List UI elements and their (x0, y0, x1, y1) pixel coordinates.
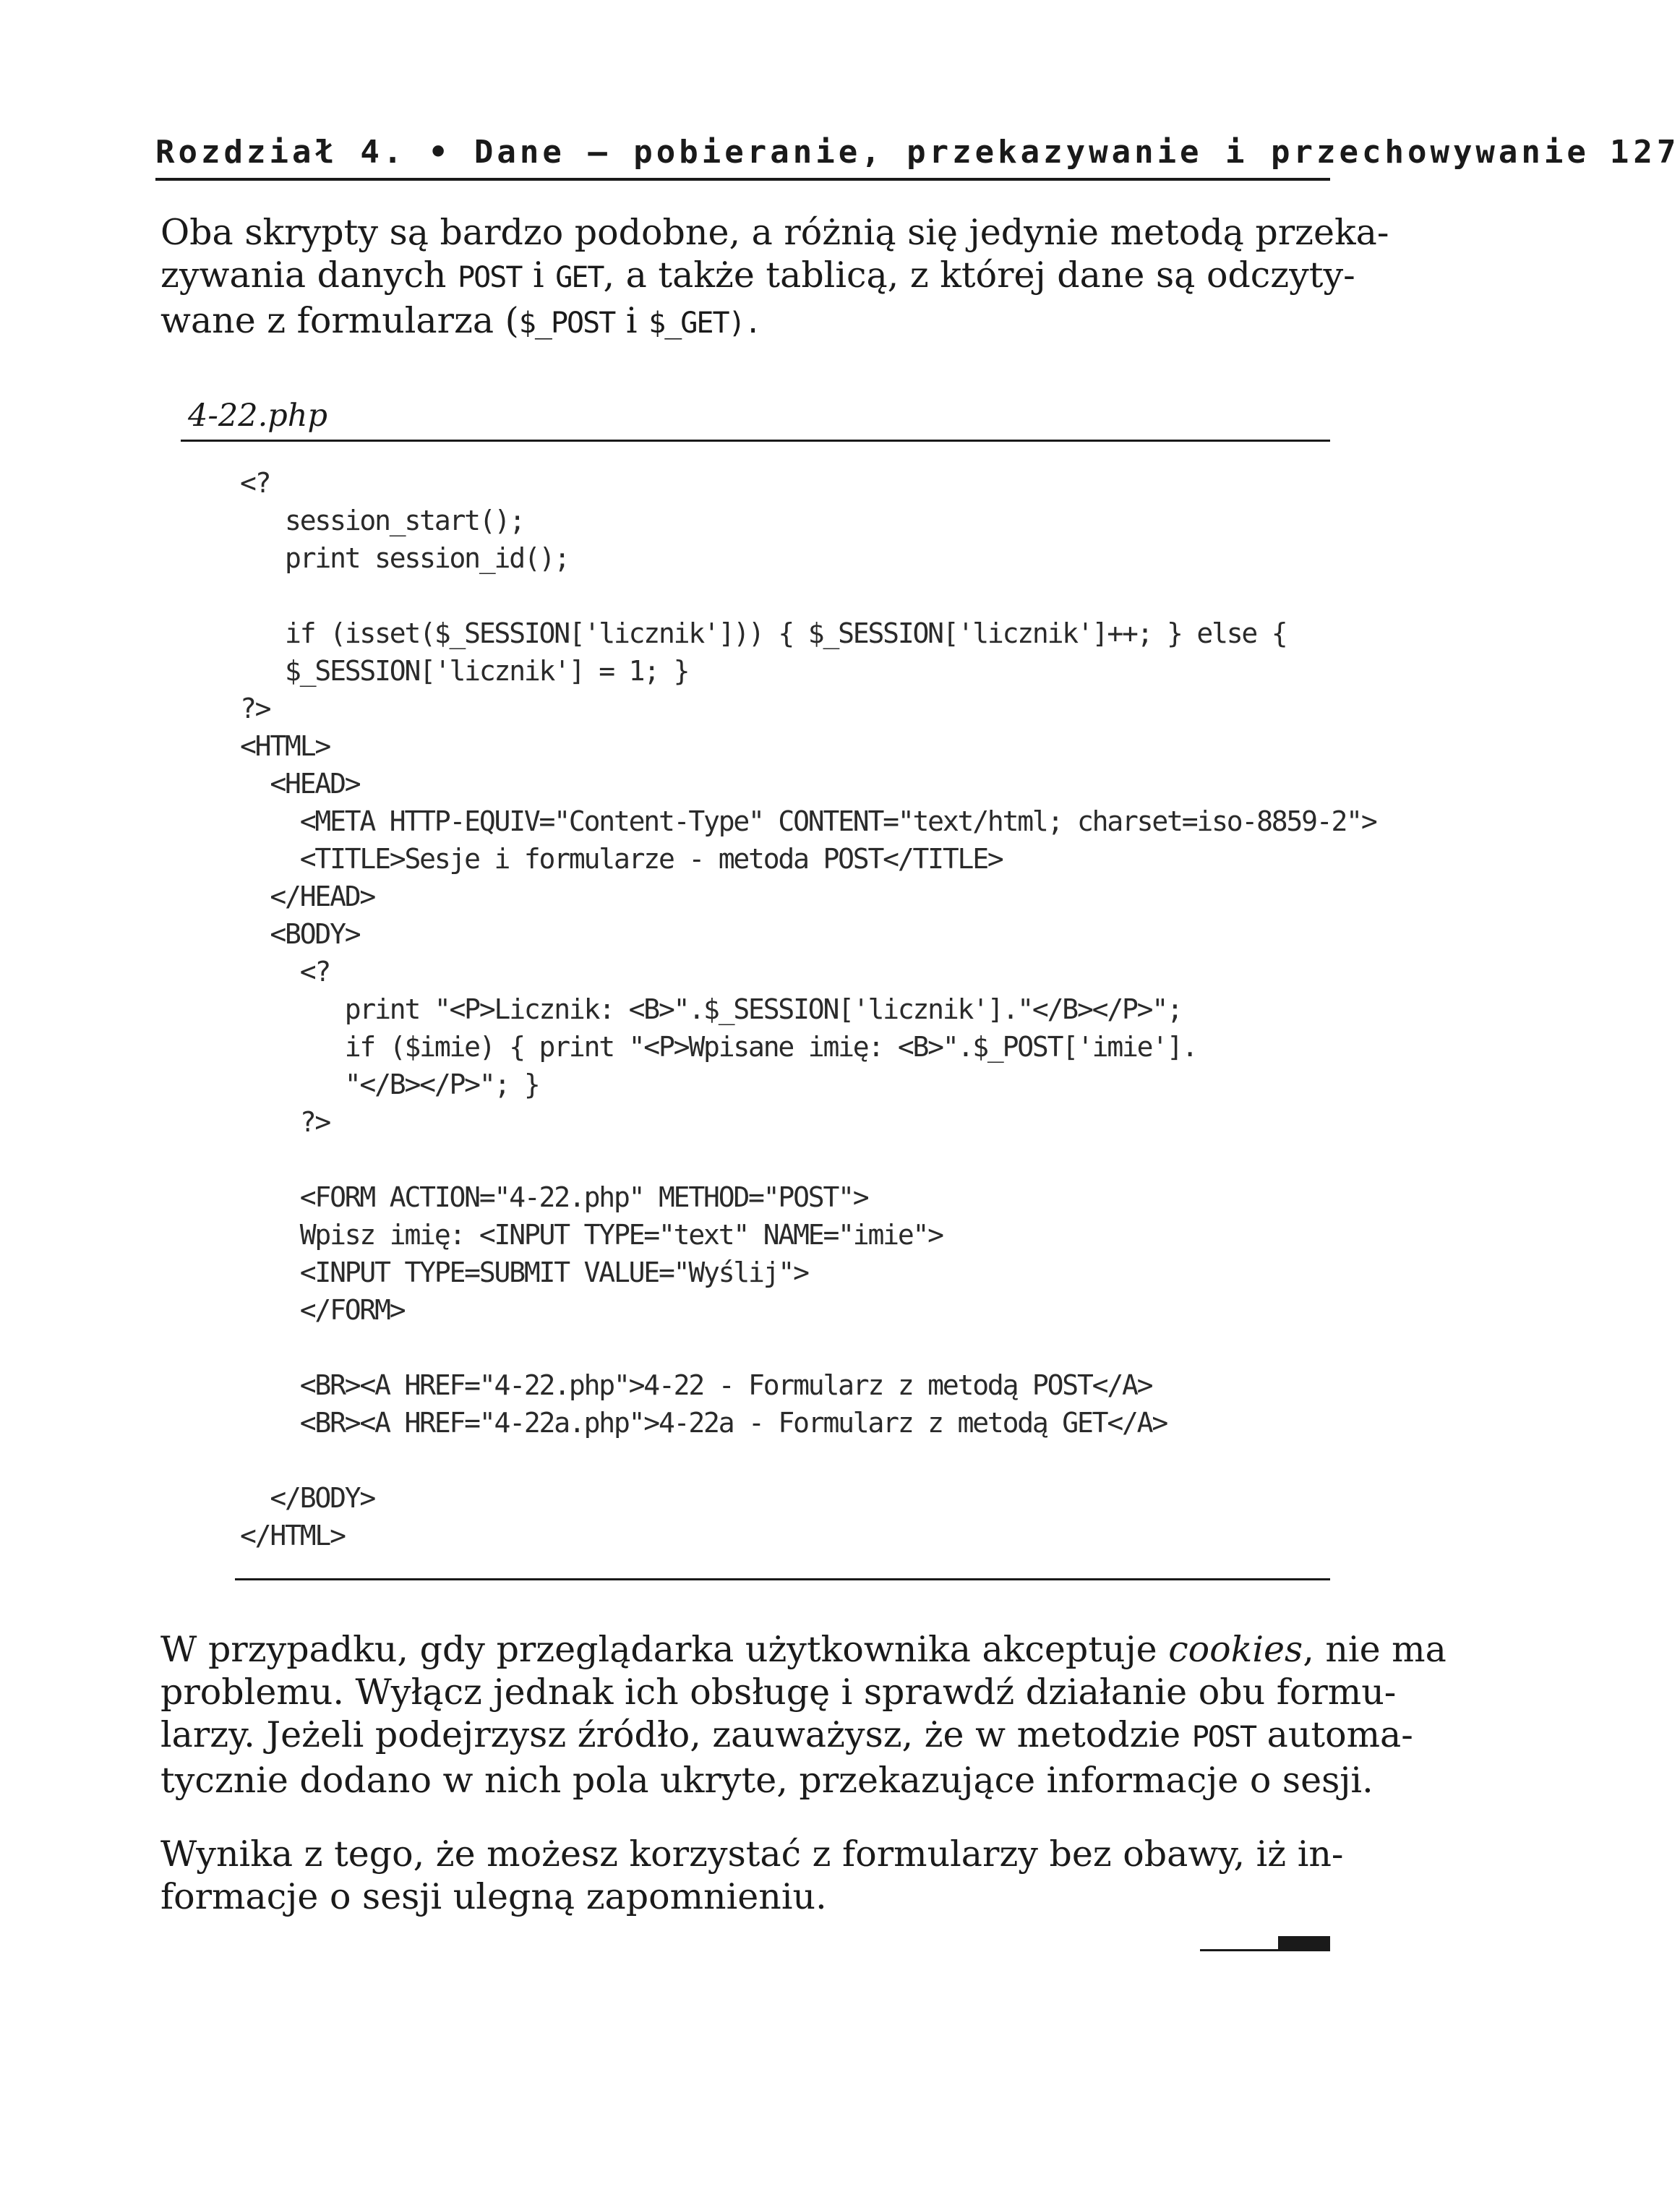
header-text (155, 134, 1680, 171)
code-line: </HTML> (240, 1520, 345, 1551)
code-line: ?> (240, 693, 270, 724)
text-span: W przypadku, gdy przeglądarka użytkownika akceptuje (160, 1629, 1169, 1670)
paragraph-cookies (160, 1628, 1447, 1802)
text-span: ). (728, 307, 760, 340)
code-line: <HEAD> (240, 768, 360, 800)
text-span: larzy. Jeżeli podejrzysz źródło, zauważysz, że w metodzie (160, 1714, 1192, 1755)
code-line: <INPUT TYPE=SUBMIT VALUE="Wyślij"> (240, 1257, 808, 1288)
text-span: i (614, 300, 649, 341)
text-span: zywania danych (160, 254, 458, 296)
text-span: Oba skrypty są bardzo podobne, a różnią się jedynie metodą przeka- (160, 212, 1389, 253)
listing-caption: 4-22.php (188, 398, 328, 434)
paragraph-line (160, 1759, 1373, 1802)
code-line: <BR><A HREF="4-22.php">4-22 - Formularz z metodą POST</A> (240, 1369, 1152, 1401)
paragraph-line (160, 254, 1355, 299)
paragraph-line (160, 211, 1389, 254)
code-line: "</B></P>"; } (240, 1069, 539, 1100)
text-span: Wynika z tego, że możesz korzystać z formularzy bez obawy, iż in- (160, 1833, 1344, 1875)
text-span: formacje o sesji ulegną zapomnieniu. (160, 1876, 827, 1917)
text-span: , a także tablicą, z której dane są odczyty- (603, 254, 1355, 296)
inline-code-post: POST (1191, 1721, 1256, 1754)
code-line: ?> (240, 1106, 330, 1138)
paragraph-line (160, 299, 1330, 345)
paragraph-line (160, 1833, 1344, 1875)
code-listing (240, 464, 1376, 1554)
inline-code-get-array: $_GET (648, 307, 729, 340)
text-span: problemu. Wyłącz jednak ich obsługę i sprawdź działanie obu formu- (160, 1672, 1397, 1713)
code-line: <TITLE>Sesje i formularze - metoda POST</TITLE> (240, 843, 1003, 875)
chapter-title: Rozdział 4. • Dane — pobieranie, przekazywanie i przechowywanie (155, 134, 1590, 171)
paragraph-intro (160, 211, 1389, 345)
paragraph-line (160, 1628, 1447, 1671)
code-line: print session_id(); (240, 542, 569, 574)
inline-code-post-array: $_POST (518, 307, 615, 340)
code-line: <FORM ACTION="4-22.php" METHOD="POST"> (240, 1181, 868, 1213)
code-line: Wpisz imię: <INPUT TYPE="text" NAME="imie"> (240, 1219, 943, 1251)
code-line: </BODY> (240, 1482, 375, 1514)
section-end-mark (1200, 1936, 1330, 1952)
paragraph-line (160, 1671, 1397, 1713)
code-line: session_start(); (240, 505, 524, 536)
paragraph-conclusion (160, 1833, 1344, 1918)
code-line: </FORM> (240, 1294, 405, 1326)
code-line (240, 1442, 1376, 1479)
code-line: print "<P>Licznik: <B>".$_SESSION['licznik']."</B></P>"; (240, 993, 1182, 1025)
page-number: 127 (1609, 134, 1680, 171)
inline-code-post: POST (458, 261, 522, 294)
listing-bottom-rule (235, 1578, 1330, 1580)
code-line: $_SESSION['licznik'] = 1; } (240, 655, 689, 687)
code-line: <HTML> (240, 730, 330, 762)
text-span: i (521, 254, 556, 296)
text-span: , nie ma (1303, 1629, 1447, 1670)
code-line (240, 1329, 1376, 1366)
code-line: if ($imie) { print "<P>Wpisane imię: <B>".$_POST['imie']. (240, 1031, 1197, 1063)
code-line: <BODY> (240, 918, 360, 950)
end-mark-thin-rule (1200, 1949, 1280, 1951)
code-line: <? (240, 467, 270, 499)
emphasis-cookies: cookies (1168, 1629, 1303, 1670)
code-line (240, 577, 1376, 615)
paragraph-line (160, 1713, 1413, 1759)
code-line: if (isset($_SESSION['licznik'])) { $_SESSION['licznik']++; } else { (240, 617, 1287, 649)
inline-code-get: GET (555, 261, 604, 294)
code-line: <BR><A HREF="4-22a.php">4-22a - Formularz z metodą GET</A> (240, 1407, 1167, 1439)
text-span: tycznie dodano w nich pola ukryte, przekazujące informacje o sesji. (160, 1760, 1373, 1801)
listing-top-rule (181, 440, 1330, 442)
running-header (155, 108, 1680, 181)
text-span: automa- (1256, 1714, 1413, 1755)
code-line: <META HTTP-EQUIV="Content-Type" CONTENT="text/html; charset=iso-8859-2"> (240, 805, 1376, 837)
code-line (240, 1141, 1376, 1178)
end-mark-thick-bar (1278, 1936, 1330, 1951)
paragraph-line (160, 1875, 1330, 1918)
code-line: <? (240, 956, 330, 988)
text-span: wane z formularza ( (160, 300, 519, 341)
code-line: </HEAD> (240, 881, 375, 912)
